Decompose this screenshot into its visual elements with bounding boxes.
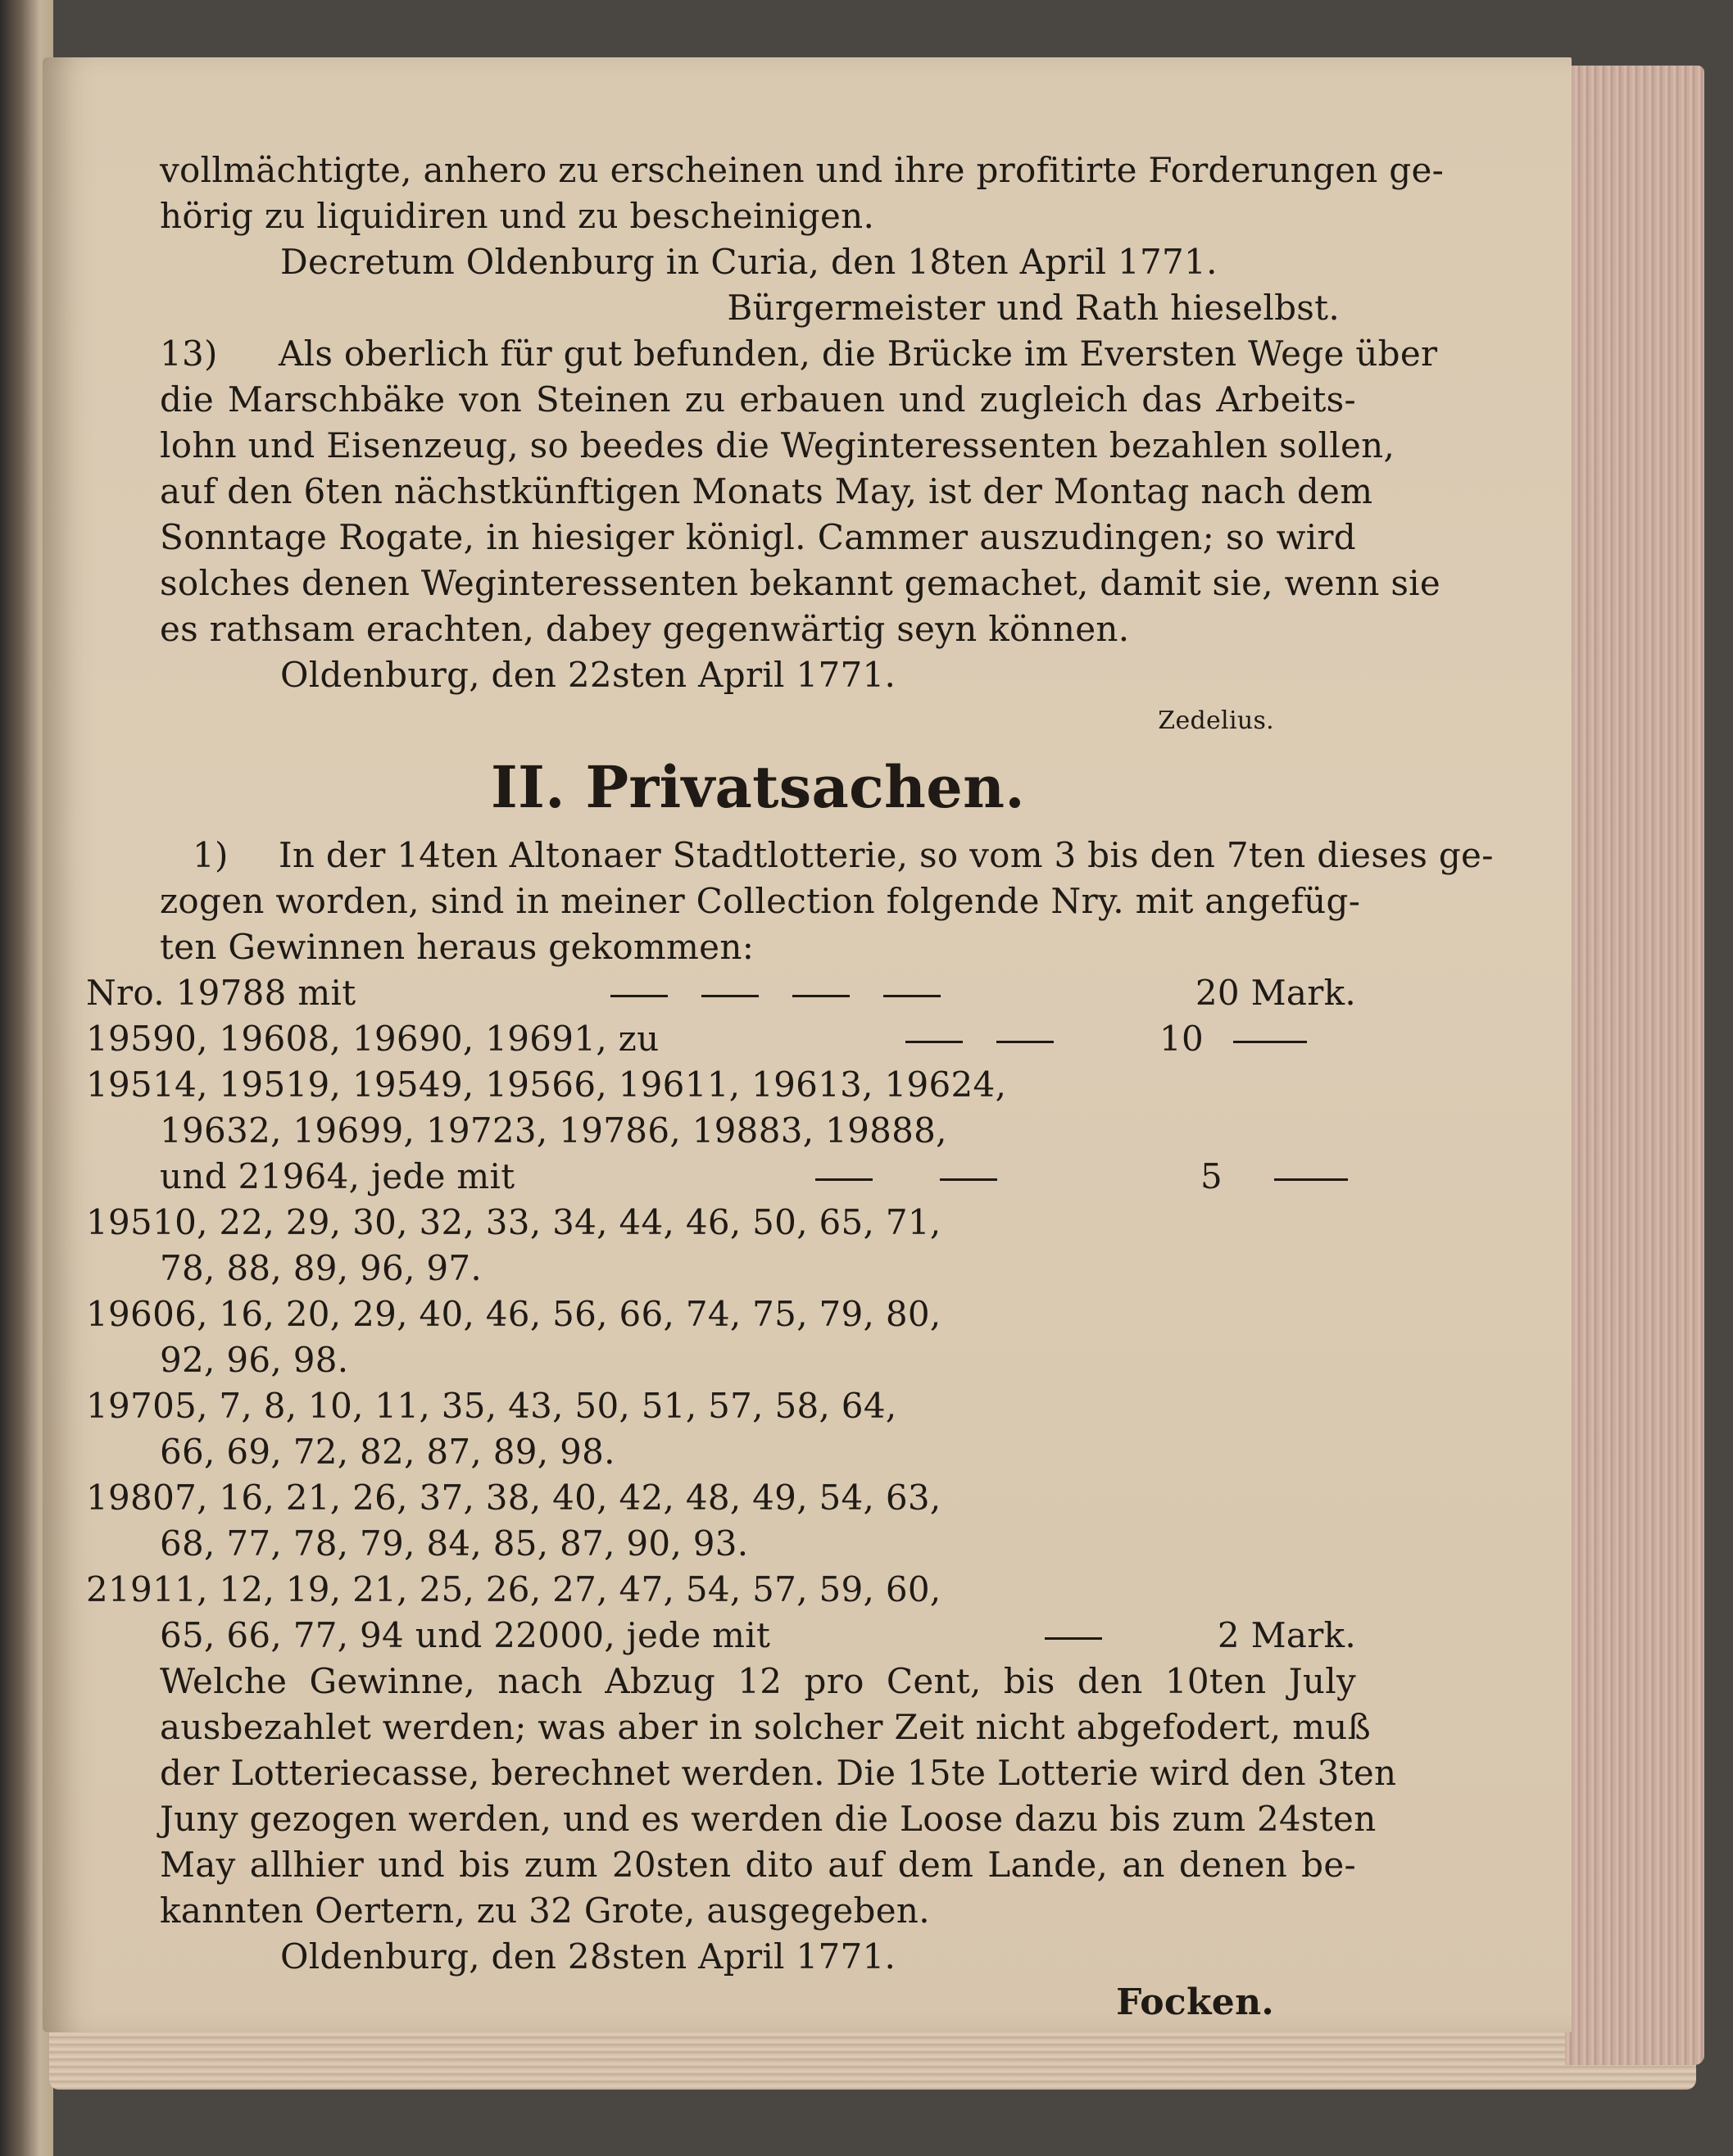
text-line: lohn und Eisenzeug, so beedes die Weginteressenten bezahlen sollen, <box>160 425 1395 465</box>
text-line: Welche Gewinne, nach Abzug 12 pro Cent, bis den 10ten July <box>160 1661 1356 1701</box>
signature: Bürgermeister und Rath hieselbst. <box>727 288 1340 328</box>
text-line: Juny gezogen werden, und es werden die Loose dazu bis zum 24sten <box>160 1799 1377 1839</box>
prize-numbers: 19514, 19519, 19549, 19566, 19611, 19613, 19624, <box>86 1064 1007 1105</box>
text-line: Als oberlich für gut befunden, die Brücke im Eversten Wege über <box>279 334 1438 374</box>
text-line: May allhier und bis zum 20sten dito auf dem Lande, an denen be- <box>160 1845 1356 1885</box>
prize-numbers: 65, 66, 77, 94 und 22000, jede mit <box>160 1615 771 1655</box>
section-heading: II. Privatsachen. <box>491 753 1025 821</box>
prize-numbers: 66, 69, 72, 82, 87, 89, 98. <box>160 1432 615 1472</box>
item-13 <box>160 331 1438 377</box>
prize-numbers: 68, 77, 78, 79, 84, 85, 87, 90, 93. <box>160 1523 749 1564</box>
dash-leaders <box>905 1016 1054 1062</box>
ditto-dash <box>1274 1154 1348 1200</box>
prize-row <box>86 970 1356 1016</box>
item-number: 1) <box>193 835 229 875</box>
prize-row <box>160 1154 1356 1200</box>
place-date: Oldenburg, den 28sten April 1771. <box>280 1936 896 1977</box>
prize-numbers: 19606, 16, 20, 29, 40, 46, 56, 66, 74, 75, 79, 80, <box>86 1294 941 1334</box>
ditto-dash <box>1233 1016 1307 1062</box>
place-date: Oldenburg, den 22sten April 1771. <box>280 655 896 695</box>
dash-leaders <box>1045 1613 1102 1659</box>
item-1 <box>160 833 1494 878</box>
text-line: zogen worden, sind in meiner Collection folgende Nry. mit angefüg- <box>160 881 1361 921</box>
signature: Focken. <box>1116 1981 1274 2023</box>
prize-amount: 20 Mark. <box>1195 973 1356 1013</box>
text-line: der Lotteriecasse, berechnet werden. Die 15te Lotterie wird den 3ten <box>160 1753 1397 1793</box>
text-line: ausbezahlet werden; was aber in solcher Zeit nicht abgefodert, muß <box>160 1707 1371 1747</box>
text-line: kannten Oertern, zu 32 Grote, ausgegeben. <box>160 1890 930 1931</box>
prize-numbers: Nro. 19788 mit <box>86 973 356 1013</box>
prize-numbers: 21911, 12, 19, 21, 25, 26, 27, 47, 54, 57, 59, 60, <box>86 1569 941 1609</box>
prize-row <box>86 1016 1356 1062</box>
prize-amount: 5 <box>1200 1156 1223 1196</box>
prize-amount: 2 Mark. <box>1217 1615 1356 1655</box>
text-line: auf den 6ten nächstkünftigen Monats May, ist der Montag nach dem <box>160 471 1373 511</box>
page-text <box>86 148 1494 2026</box>
item-number: 13) <box>160 334 218 374</box>
page-stack-edge <box>1565 66 1704 2065</box>
dash-leaders <box>815 1154 997 1200</box>
decree-line: Decretum Oldenburg in Curia, den 18ten April 1771. <box>280 242 1218 282</box>
text-line: vollmächtigte, anhero zu erscheinen und ihre profitirte Forderungen ge- <box>160 150 1445 190</box>
prize-numbers: 92, 96, 98. <box>160 1340 349 1380</box>
prize-numbers: 19632, 19699, 19723, 19786, 19883, 19888, <box>160 1110 947 1151</box>
signature: Zedelius. <box>1158 706 1274 735</box>
prize-numbers: 19590, 19608, 19690, 19691, zu <box>86 1019 660 1059</box>
text-line: Sonntage Rogate, in hiesiger königl. Cammer auszudingen; so wird <box>160 517 1356 557</box>
dash-leaders <box>610 970 941 1016</box>
prize-numbers: 78, 88, 89, 96, 97. <box>160 1248 483 1288</box>
text-line: In der 14ten Altonaer Stadtlotterie, so vom 3 bis den 7ten dieses ge- <box>279 835 1494 875</box>
text-line: es rathsam erachten, dabey gegenwärtig seyn können. <box>160 609 1130 649</box>
prize-numbers: und 21964, jede mit <box>160 1156 515 1196</box>
prize-numbers: 19705, 7, 8, 10, 11, 35, 43, 50, 51, 57, 58, 64, <box>86 1386 897 1426</box>
prize-amount: 10 <box>1159 1019 1204 1059</box>
prize-row <box>160 1613 1356 1659</box>
text-line: solches denen Weginteressenten bekannt gemachet, damit sie, wenn sie <box>160 563 1441 603</box>
prize-numbers: 19807, 16, 21, 26, 37, 38, 40, 42, 48, 49, 54, 63, <box>86 1477 941 1518</box>
text-line: die Marschbäke von Steinen zu erbauen und zugleich das Arbeits- <box>160 379 1356 420</box>
text-line: ten Gewinnen heraus gekommen: <box>160 927 755 967</box>
prize-numbers: 19510, 22, 29, 30, 32, 33, 34, 44, 46, 50, 65, 71, <box>86 1202 941 1242</box>
text-line: hörig zu liquidiren und zu bescheinigen. <box>160 196 875 236</box>
